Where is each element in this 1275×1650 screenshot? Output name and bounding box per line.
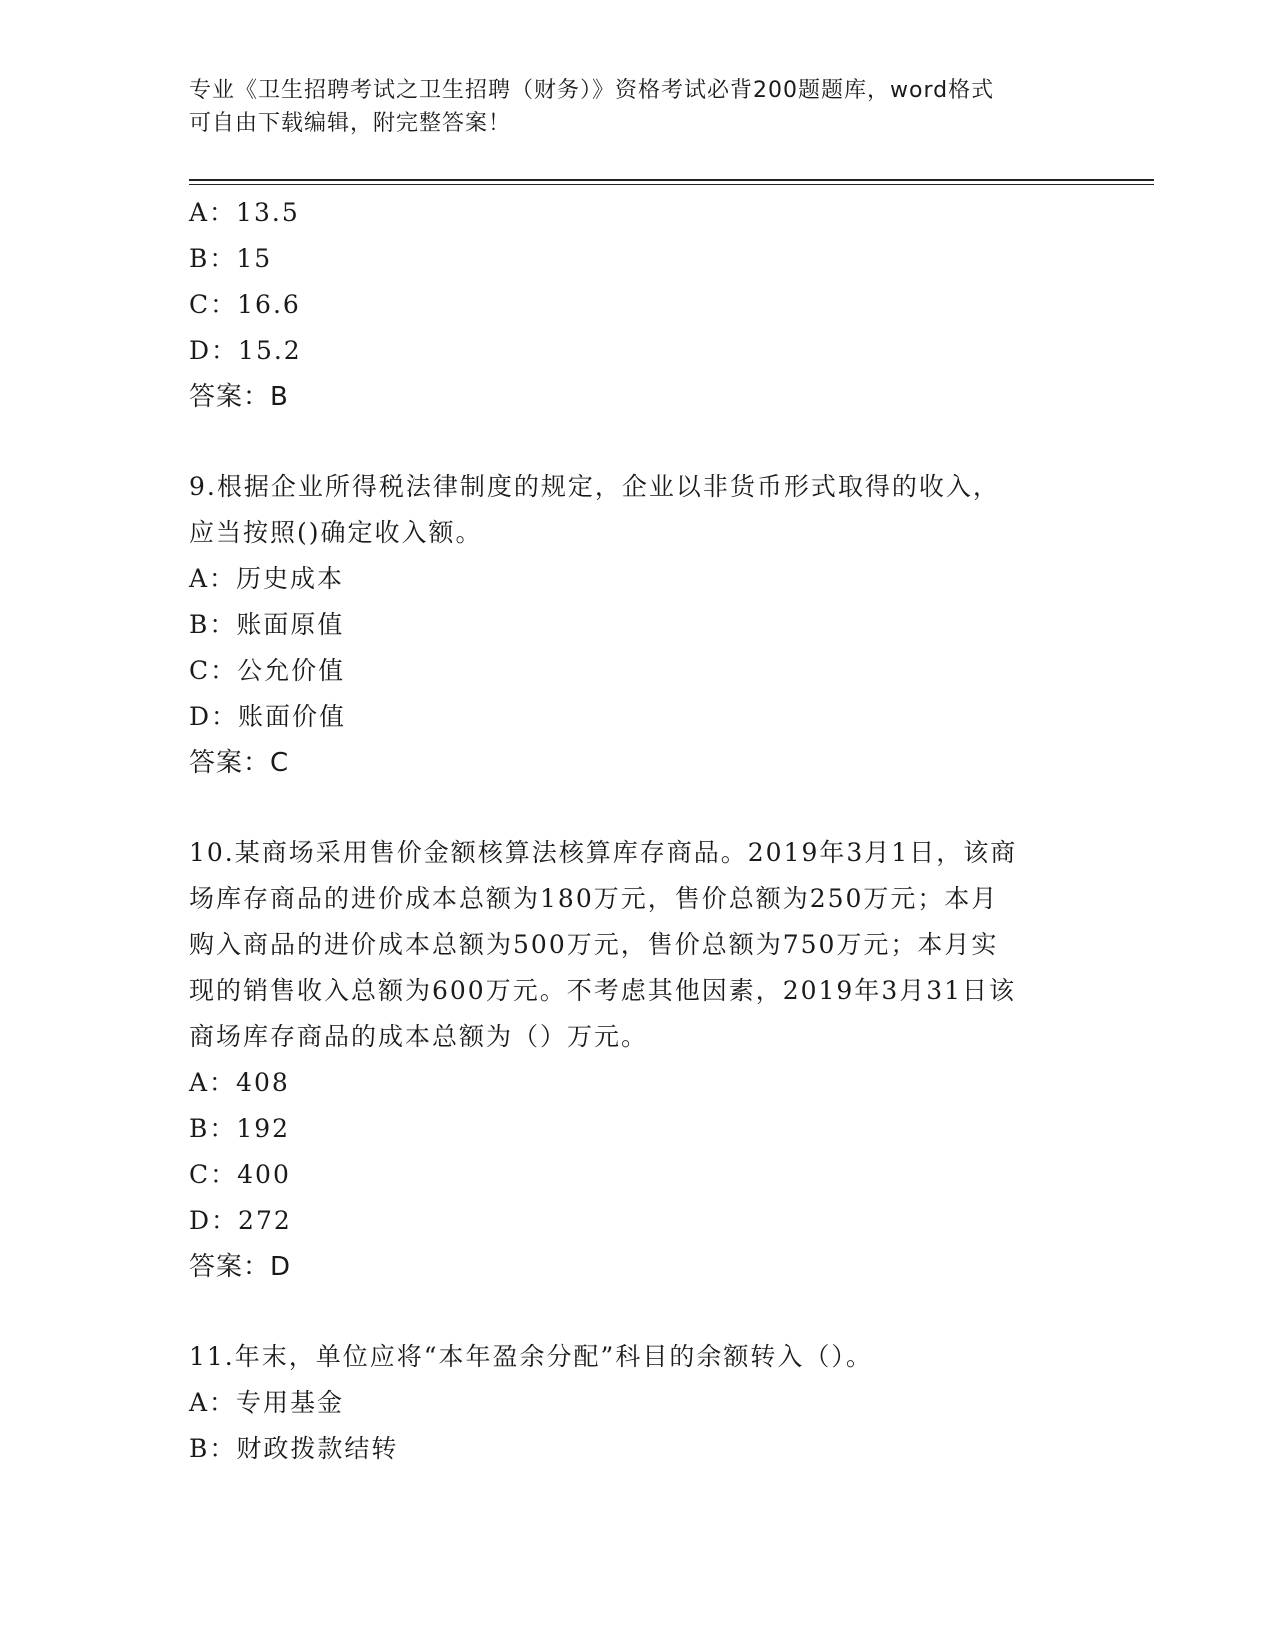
option-b: B：192 [189,1114,291,1143]
header-line-1: 专业《卫生招聘考试之卫生招聘（财务）》资格考试必背200题题库，word格式 [189,78,995,103]
question-list [189,190,1089,1472]
question-10 [189,830,1089,1290]
question-9 [189,464,1089,786]
document-header [189,74,1069,140]
option-c: C：公允价值 [189,656,346,685]
option-b: B：15 [189,244,273,273]
option-c: C：16.6 [189,290,301,319]
question-stem-line: 场库存商品的进价成本总额为180万元，售价总额为250万元；本月 [189,884,999,913]
option-a: A：13.5 [189,198,300,227]
question-stem-line: 应当按照()确定收入额。 [189,518,483,547]
answer: 答案：C [189,748,290,778]
question-11 [189,1334,1089,1472]
option-a: A：历史成本 [189,564,345,593]
option-a: A：专用基金 [189,1388,345,1417]
answer: 答案：B [189,382,289,412]
question-8 [189,190,1089,420]
header-divider [189,179,1154,185]
question-stem-line: 商场库存商品的成本总额为（）万元。 [189,1022,649,1051]
option-d: D：账面价值 [189,702,347,731]
question-stem-line: 10.某商场采用售价金额核算法核算库存商品。2019年3月1日，该商 [189,838,1018,867]
question-stem-line: 现的销售收入总额为600万元。不考虑其他因素，2019年3月31日该 [189,976,1017,1005]
option-d: D：272 [189,1206,292,1235]
answer: 答案：D [189,1252,292,1282]
option-b: B：账面原值 [189,610,345,639]
option-b: B：财政拨款结转 [189,1434,399,1463]
header-line-2: 可自由下载编辑，附完整答案！ [189,111,512,136]
question-stem-line: 9.根据企业所得税法律制度的规定，企业以非货币形式取得的收入， [189,472,1000,501]
option-d: D：15.2 [189,336,302,365]
question-stem-line: 11.年末，单位应将“本年盈余分配”科目的余额转入（）。 [189,1342,873,1371]
question-stem-line: 购入商品的进价成本总额为500万元，售价总额为750万元；本月实 [189,930,999,959]
option-a: A：408 [189,1068,290,1097]
option-c: C：400 [189,1160,291,1189]
